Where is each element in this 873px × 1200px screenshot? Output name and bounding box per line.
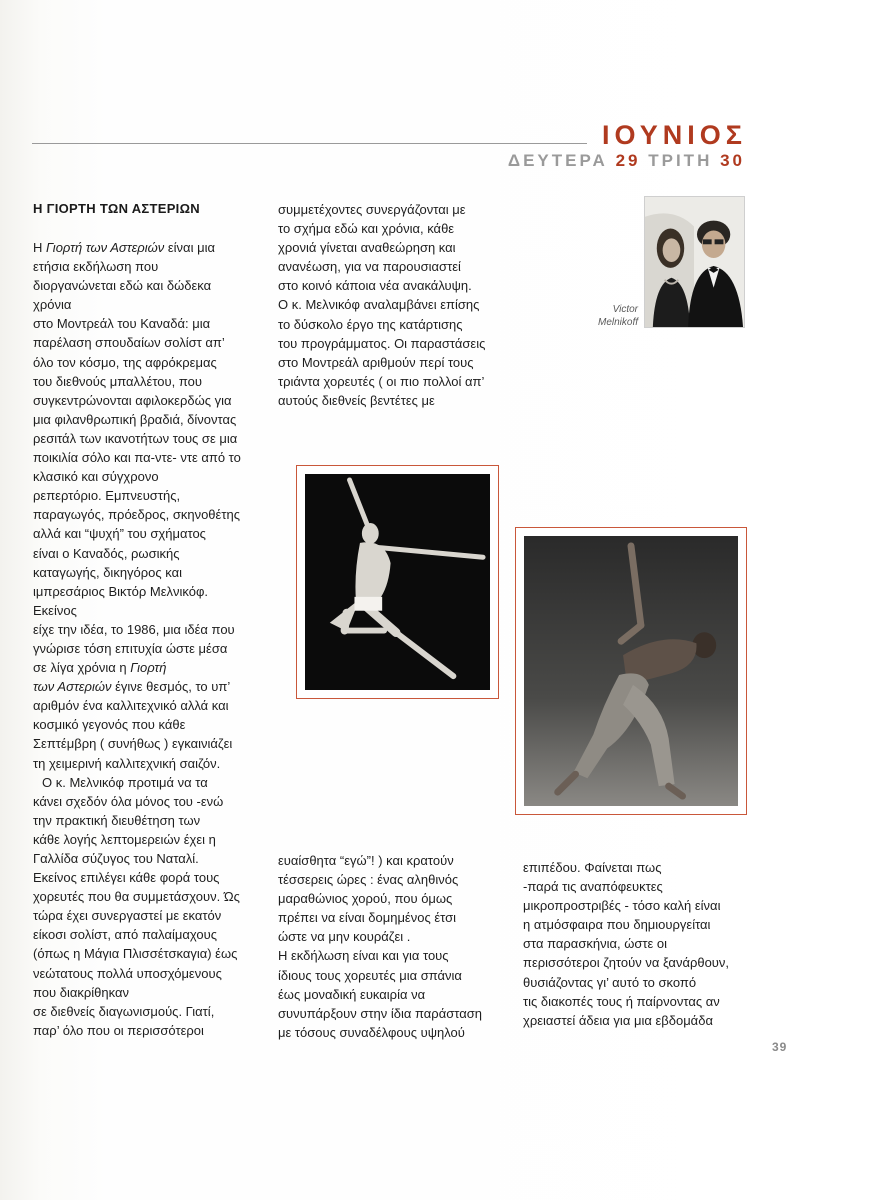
portrait-caption [576, 303, 638, 329]
text-line: ρεσιτάλ των ικανοτήτων τους σε μια [33, 430, 238, 446]
text-line: τριάντα χορευτές ( οι πιο πολλοί απ’ [278, 373, 485, 389]
text-line: σε διεθνείς διαγωνισμούς. Γιατί, [33, 1003, 215, 1019]
text-column-2 [278, 200, 500, 410]
text-line: μια φιλανθρωπική βραδιά, δίνοντας [33, 411, 237, 427]
text-line: ίδιους τους χορευτές μια σπάνια [278, 967, 462, 983]
text-line: με τόσους συναδέλφους υψηλού [278, 1024, 465, 1040]
portrait-image [645, 197, 744, 327]
text-line: παρ’ όλο που οι περισσότεροι [33, 1022, 204, 1038]
text-line: αλλά και “ψυχή” του σχήματος [33, 526, 206, 542]
text-line: ιμπρεσάριος Βικτόρ Μελνικόφ. [33, 583, 209, 599]
text-line: Η εκδήλωση είναι και για τους [278, 948, 449, 964]
text-line: ευαίσθητα “εγώ”! ) και κρατούν [278, 853, 454, 868]
text-line: ετήσια εκδήλωση που [33, 259, 159, 275]
text-line: κάθε λογής λεπτομερειών έχει η [33, 831, 216, 847]
text-line: γνώρισε τόση επιτυχία ώστε μέσα [33, 640, 228, 656]
text-line: Ο κ. Μελνικόφ αναλαμβάνει επίσης [278, 297, 480, 313]
dancer-photo-frame-1 [296, 465, 499, 699]
month-heading: ΙΟΥΝΙΟΣ [602, 120, 747, 150]
text-line: κάνει σχεδόν όλα μόνος του -ενώ [33, 793, 224, 809]
text-line: χρειαστεί άδεια για μια εβδομάδα [523, 1012, 713, 1028]
text-column-3 [278, 851, 500, 1042]
text-line: τη χειμερινή καλλιτεχνική σαιζόν. [33, 755, 221, 771]
text-line: παρέλαση σπουδαίων σολίστ απ’ [33, 335, 225, 351]
text-line: ανανέωση, για να παρουσιαστεί [278, 259, 461, 275]
text-column-4 [523, 858, 745, 1030]
day-heading [508, 151, 745, 171]
text-line: επιπέδου. Φαίνεται πως [523, 860, 662, 875]
text-line: όλο τον κόσμο, της αφρόκρεμας [33, 354, 217, 370]
text-line: του διεθνούς μπαλλέτου, που [33, 373, 202, 389]
text-line: χορευτές που θα συμμετάσχουν. Ώς [33, 889, 240, 905]
text-line: Γαλλίδα σύζυγος του Nαταλί. [33, 851, 199, 866]
dancer-photo-2 [524, 536, 738, 806]
text-line: Σεπτέμβρη ( συνήθως ) εγκαινιάζει [33, 736, 233, 752]
text-line: -παρά τις αναπόφευκτες [523, 879, 663, 895]
text-line: θυσιάζοντας γι’ αυτό το σκοπό [523, 974, 697, 990]
text-line: συγκεντρώνονται αφιλοκερδώς για [33, 392, 232, 408]
header-rule [32, 143, 587, 144]
article-title: Η ΓΙΟΡΤΗ ΤΩΝ ΑΣΤΕΡΙΩΝ [33, 201, 200, 216]
text-line: Εκείνος επιλέγει κάθε φορά τους [33, 870, 220, 886]
text-line: στα παρασκήνια, ώστε οι [523, 936, 668, 952]
text-line: που διακρίθηκαν [33, 984, 129, 1000]
text-line: καταγωγής, δικηγόρος και [33, 564, 183, 580]
text-line: κλασικό και σύγχρονο [33, 469, 159, 485]
text-line: στο Μοντρεάλ του Καναδά: μια [33, 316, 211, 332]
text-line: κοσμικό γεγονός που κάθε [33, 717, 186, 733]
text-line: η ατμόσφαιρα που δημιουργείται [523, 917, 711, 933]
text-line: Ο κ. Μελνικόφ προτιμά να τα [42, 774, 208, 790]
caption-line: Victor [612, 304, 638, 315]
text-line: νεώτατους πολλά υποσχόμενους [33, 965, 222, 981]
text-line: συνυπάρξουν στην ίδια παράσταση [278, 1005, 482, 1021]
text-line: ώστε να μην κουράζει . [278, 929, 411, 945]
day1-number: 29 [615, 151, 641, 170]
day2-number: 30 [720, 151, 745, 170]
text-line: (όπως η Μάγια Πλισσέτσκαγια) έως [33, 946, 238, 962]
text-line: την πρακτική διευθέτηση των [33, 812, 201, 828]
text-line: του προγράμματος. Οι παραστάσεις [278, 335, 486, 351]
text-line: στο κοινό κάποια νέα ανακάλυψη. [278, 278, 472, 294]
dancer-image-2 [524, 536, 738, 806]
text-line: έως μοναδική ευκαιρία να [278, 986, 426, 1002]
text-line: τις διακοπές τους ή παίρνοντας αν [523, 993, 720, 1009]
portrait-photo [644, 196, 745, 328]
text-line: παραγωγός, πρόεδρος, σκηνοθέτης [33, 507, 240, 523]
text-line: τώρα έχει συνεργαστεί με εκατόν [33, 908, 222, 924]
text-line: πρέπει να είναι δομημένος έτσι [278, 910, 456, 926]
dancer-photo-frame-2 [515, 527, 747, 815]
dancer-image-1 [305, 474, 490, 690]
text-line: ρεπερτόριο. Εμπνευστής, [33, 488, 181, 504]
dancer-photo-1 [305, 474, 490, 690]
text-line: σε λίγα χρόνια η Γιορτή [33, 660, 167, 676]
text-line: χρόνια [33, 297, 72, 313]
text-line: τέσσερεις ώρες : ένας αληθινός [278, 872, 459, 888]
text-line: Εκείνος [33, 602, 77, 618]
text-line: το σχήμα εδώ και χρόνια, κάθε [278, 221, 455, 237]
caption-line: Melnikoff [597, 317, 638, 328]
text-column-1 [33, 238, 253, 1040]
text-line: στο Μοντρεάλ αριθμούν περί τους [278, 354, 474, 370]
text-line: συμμετέχοντες συνεργάζονται με [278, 202, 466, 217]
text-line: Η Γιορτή των Αστεριών είναι μια [33, 240, 215, 255]
text-line: αριθμόν ένα καλλιτεχνικό αλλά και [33, 698, 229, 714]
text-line: ποικιλία σόλο και πα-ντε- ντε από το [33, 450, 241, 466]
text-line: το δύσκολο έργο της κατάρτισης [278, 316, 463, 332]
text-line: διοργανώνεται εδώ και δώδεκα [33, 278, 212, 294]
day1-name: ΔΕΥΤΕΡΑ [507, 151, 608, 170]
text-line: είχε την ιδέα, το 1986, μια ιδέα που [33, 621, 235, 637]
text-line: είκοσι σολίστ, από παλαίμαχους [33, 927, 217, 943]
text-line: αυτούς διεθνείς βεντέτες με [278, 392, 435, 408]
text-line: μαραθώνιος χορού, που όμως [278, 891, 453, 907]
day2-name: ΤΡΙΤΗ [648, 151, 713, 170]
text-line: είναι ο Καναδός, ρωσικής [33, 545, 180, 561]
page-number: 39 [772, 1040, 788, 1054]
text-line: χρονιά γίνεται αναθεώρηση και [278, 240, 456, 256]
text-line: των Αστεριών έγινε θεσμός, το υπ’ [33, 679, 231, 695]
text-line: μικροπροστριβές - τόσο καλή είναι [523, 898, 721, 914]
text-line: περισσότεροι ζητούν να ξανάρθουν, [523, 955, 730, 971]
